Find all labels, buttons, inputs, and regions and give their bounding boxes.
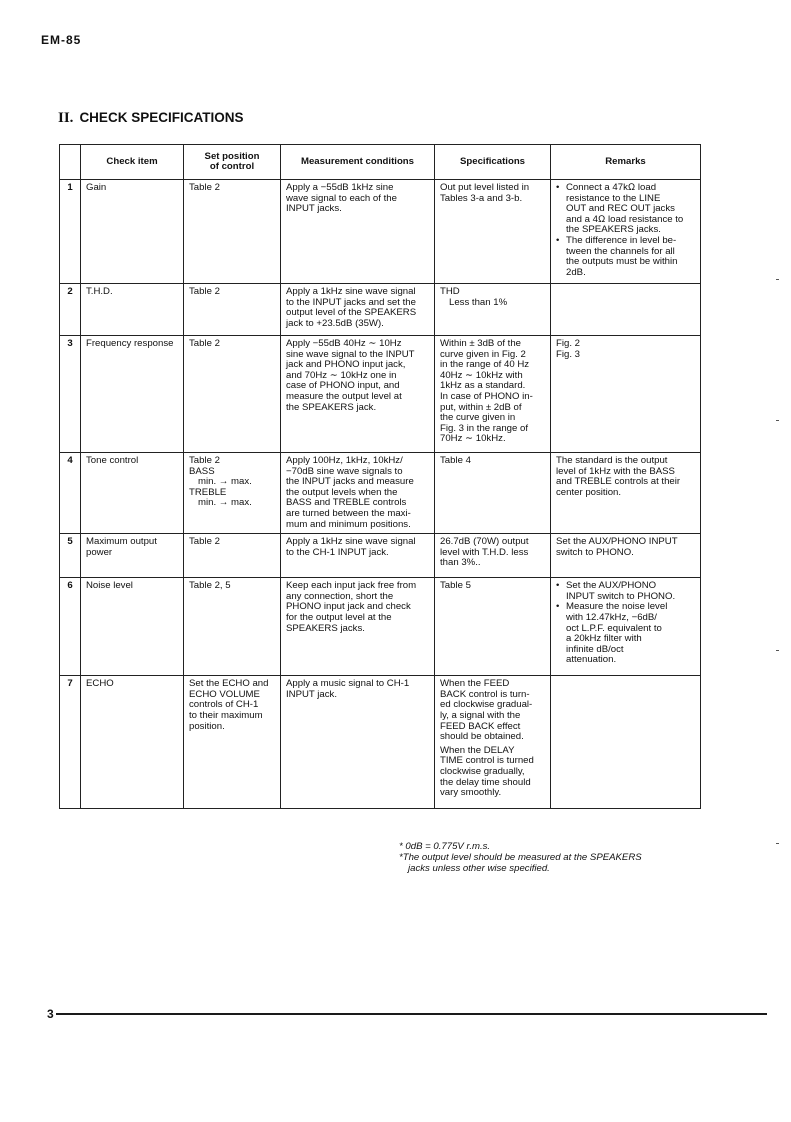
measurement-line: Apply a −55dB 1kHz sine [286,182,394,193]
measurement-line: Apply a music signal to CH-1 [286,678,410,690]
measurement-cell [281,180,435,284]
measurement-line: and 70Hz ∼ 10kHz one in [286,369,397,381]
margin-mark [776,420,779,421]
remarks-cell [551,578,701,676]
specification-line: than 3%.. [440,557,481,569]
check-item-line: ECHO [86,678,114,690]
check-item-line: Noise level [86,580,133,592]
header-remarks: Remarks [551,145,701,180]
specification-line: When the DELAY [440,744,515,756]
specification-line: the curve given in [440,412,516,424]
section-title-text: CHECK SPECIFICATIONS [79,110,244,125]
remark-line: a 20kHz filter with [566,633,642,645]
check-item-line: power [86,546,113,558]
remarks-cell [551,336,701,453]
set-position-line: BASS [189,465,215,477]
set-position-cell [184,180,281,284]
header-set-position-line: of control [209,161,255,172]
margin-mark [776,843,779,844]
measurement-cell [281,578,435,676]
set-position-cell [184,534,281,578]
check-item-cell [81,676,184,809]
specification-paragraph [440,183,545,204]
remark-line: and a 4Ω load resistance to [566,213,684,225]
measurement-cell [281,534,435,578]
measurement-line: Keep each input jack free from [286,580,417,592]
footnote-line: jacks unless other wise specified. [408,863,550,874]
header-check-item: Check item [81,145,184,180]
measurement-cell [281,336,435,453]
specification-line: Table 5 [440,580,471,592]
set-position-line: min. → max. [198,497,252,509]
specification-line: ed clockwise gradual- [440,699,533,711]
set-position-line: min. → max. [198,476,252,488]
check-item-line: Maximum output [86,536,157,548]
table-row [60,534,701,578]
measurement-line: wave signal to each of the [286,192,397,204]
measurement-line: measure the output level at [286,390,402,402]
header-specifications: Specifications [435,145,551,180]
measurement-line: to the CH-1 INPUT jack. [286,546,389,558]
remark-line: INPUT switch to PHONO. [566,590,676,602]
remark-line: The standard is the output [556,455,668,466]
specification-line: Fig. 3 in the range of [440,422,528,434]
remark-line: Set the AUX/PHONO INPUT [556,536,678,548]
measurement-line: Apply −55dB 40Hz ∼ 10Hz [286,338,402,349]
measurement-line: are turned between the maxi- [286,507,411,519]
measurement-line: any connection, short the [286,590,394,602]
remark-bullet [556,602,695,666]
remark-line: tween the channels for all [566,245,675,257]
remarks-cell [551,534,701,578]
specification-line: in the range of 40 Hz [440,359,530,371]
remark-line: Fig. 2 [556,338,580,349]
bullet-icon: • [556,234,560,246]
check-specifications-table [59,144,701,809]
specification-line: 70Hz ∼ 10kHz. [440,433,506,445]
set-position-cell [184,453,281,534]
header-set-position [184,145,281,180]
measurement-line: jack to +23.5dB (35W). [286,317,384,329]
specification-paragraph [440,746,545,799]
measurement-line: output level of the SPEAKERS [286,307,417,319]
set-position-line: TREBLE [189,486,227,498]
specification-cell [435,453,551,534]
margin-mark [776,279,779,280]
table-row [60,180,701,284]
table-row [60,578,701,676]
row-number: 2 [60,284,81,336]
row-number: 4 [60,453,81,534]
set-position-cell [184,676,281,809]
bullet-icon: • [556,182,560,193]
remark-line: the outputs must be within [566,256,678,268]
measurement-line: jack and PHONO input jack, [286,359,406,371]
check-item-cell [81,578,184,676]
row-number: 5 [60,534,81,578]
specification-line: level with T.H.D. less [440,546,529,558]
specification-line: TIME control is turned [440,755,534,767]
measurement-line: for the output level at the [286,611,392,623]
set-position-line: to their maximum [189,709,263,721]
specification-paragraph [440,679,545,743]
set-position-line: controls of CH-1 [189,699,259,711]
specification-line: ly, a signal with the [440,709,521,721]
remark-line: center position. [556,486,622,498]
specification-line: In case of PHONO in- [440,390,533,402]
remarks-cell [551,284,701,336]
header-set-position-line: Set position [204,150,260,162]
measurement-line: the SPEAKERS jack. [286,401,377,413]
specification-paragraph [440,537,545,569]
remark-line: and TREBLE controls at their [556,476,681,488]
footnote-line: *The output level should be measured at the SPEAKERS [399,852,642,863]
set-position-line: Table 2 [189,536,220,548]
set-position-line: position. [189,720,225,732]
remark-line: Connect a 47kΩ load [566,182,657,193]
remark-line: switch to PHONO. [556,546,634,558]
measurement-line: to the INPUT jacks and set the [286,296,416,308]
specification-line: FEED BACK effect [440,720,521,732]
measurement-line: sine wave signal to the INPUT [286,348,415,360]
specification-line: Out put level listed in [440,182,530,193]
measurement-cell [281,676,435,809]
specification-line: Less than 1% [449,296,508,308]
measurement-line: PHONO input jack and check [286,601,411,613]
remark-line: resistance to the LINE [566,192,661,204]
remark-line: the SPEAKERS jacks. [566,224,661,236]
remark-line: level of 1kHz with the BASS [556,465,675,477]
remark-line: 2dB. [566,266,586,278]
set-position-cell [184,578,281,676]
specification-line: 1kHz as a standard. [440,380,526,392]
specification-paragraph [440,456,545,467]
margin-mark [776,650,779,651]
remark-bullet [556,183,695,236]
remark-line: Set the AUX/PHONO [566,580,657,592]
remark-bullet-text [566,236,677,278]
set-position-line: Table 2, 5 [189,580,231,592]
remarks-cell [551,453,701,534]
table-row [60,336,701,453]
table-row [60,284,701,336]
specification-cell [435,534,551,578]
measurement-line: BASS and TREBLE controls [286,497,407,509]
header-measurement: Measurement conditions [281,145,435,180]
measurement-line: the output levels when the [286,486,398,498]
remark-line: The difference in level be- [566,234,677,246]
measurement-line: Apply 100Hz, 1kHz, 10kHz/ [286,455,403,466]
section-title [58,110,243,127]
specification-cell [435,180,551,284]
remark-line: oct L.P.F. equivalent to [566,622,662,634]
set-position-line: Table 2 [189,286,220,297]
check-item-cell [81,534,184,578]
specification-line: vary smoothly. [440,787,502,799]
table-header-row [60,145,701,180]
specification-cell [435,676,551,809]
specification-line: THD [440,286,460,297]
set-position-cell [184,284,281,336]
measurement-line: INPUT jacks. [286,203,342,215]
set-position-line: ECHO VOLUME [189,688,260,700]
remark-bullet [556,236,695,278]
set-position-line: Table 2 [189,338,220,349]
specification-cell [435,284,551,336]
measurement-line: −70dB sine wave signals to [286,465,403,477]
check-item-line: T.H.D. [86,286,113,297]
remark-bullet-text [566,581,675,602]
remark-line: Measure the noise level [566,601,668,613]
remark-bullet-text [566,602,667,666]
remark-line: attenuation. [566,654,617,666]
bullet-icon: • [556,580,560,592]
set-position-line: Set the ECHO and [189,678,269,690]
measurement-line: Apply a 1kHz sine wave signal [286,536,416,548]
specification-line: 26.7dB (70W) output [440,536,529,548]
specification-line: When the FEED [440,678,510,690]
specification-line: curve given in Fig. 2 [440,348,526,360]
measurement-line: case of PHONO input, and [286,380,400,392]
header-number [60,145,81,180]
set-position-line: Table 2 [189,455,220,466]
section-number: II. [58,110,74,126]
specification-paragraph [440,581,545,592]
row-number: 1 [60,180,81,284]
check-item-line: Frequency response [86,338,174,349]
specification-line: Tables 3-a and 3-b. [440,192,523,204]
specification-line: clockwise gradually, [440,765,525,777]
measurement-line: mum and minimum positions. [286,518,411,530]
check-item-cell [81,180,184,284]
measurement-cell [281,284,435,336]
set-position-cell [184,336,281,453]
specification-cell [435,578,551,676]
row-number: 6 [60,578,81,676]
model-number: EM-85 [41,33,82,47]
check-item-cell [81,453,184,534]
remark-line: infinite dB/oct [566,643,624,655]
row-number: 7 [60,676,81,809]
specification-line: Table 4 [440,455,471,466]
specification-line: Within ± 3dB of the [440,338,521,349]
remark-bullet [556,581,695,602]
measurement-line: INPUT jack. [286,688,337,700]
measurement-line: SPEAKERS jacks. [286,622,365,634]
specification-line: 40Hz ∼ 10kHz with [440,369,523,381]
footer-rule [56,1013,767,1015]
footnotes [399,841,642,874]
row-number: 3 [60,336,81,453]
remark-line: with 12.47kHz, −6dB/ [566,611,657,623]
specification-line: BACK control is turn- [440,688,530,700]
check-item-line: Tone control [86,455,139,466]
specification-cell [435,336,551,453]
remarks-cell [551,180,701,284]
remark-line: OUT and REC OUT jacks [566,203,675,215]
measurement-cell [281,453,435,534]
page-number: 3 [47,1007,54,1021]
footnote-line: * 0dB = 0.775V r.m.s. [399,841,491,852]
specification-line: the delay time should [440,776,531,788]
specification-paragraph [440,287,545,308]
specification-line: put, within ± 2dB of [440,401,522,413]
bullet-icon: • [556,601,560,613]
remark-line: Fig. 3 [556,348,580,360]
remarks-cell [551,676,701,809]
check-item-cell [81,336,184,453]
measurement-line: the INPUT jacks and measure [286,476,414,488]
table-row [60,453,701,534]
measurement-line: Apply a 1kHz sine wave signal [286,286,416,297]
check-item-cell [81,284,184,336]
table-row [60,676,701,809]
table-body [60,180,701,809]
specification-line: should be obtained. [440,731,524,743]
specification-paragraph [440,339,545,445]
set-position-line: Table 2 [189,182,220,193]
remark-bullet-text [566,183,683,236]
check-item-line: Gain [86,182,107,193]
